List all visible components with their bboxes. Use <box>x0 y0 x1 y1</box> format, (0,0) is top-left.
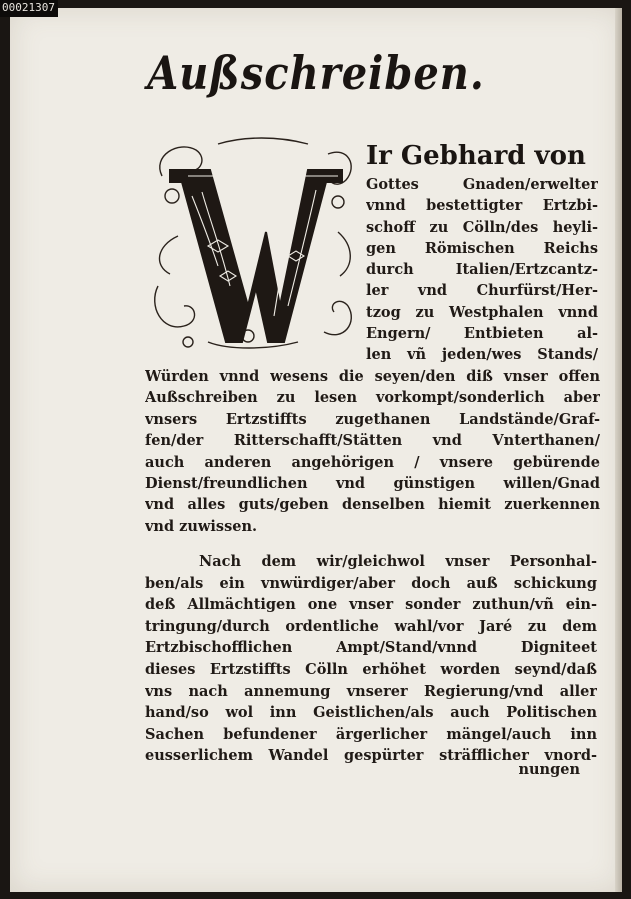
text-line: schoff zu Cölln/des heyli- <box>366 218 598 236</box>
scan-id-label: 00021307 <box>0 0 58 17</box>
document-page <box>10 8 622 892</box>
text-line: ler vnd Churfürst/Her- <box>366 282 598 300</box>
catchword: nungen <box>518 761 580 778</box>
paragraph-1-beside-initial <box>366 174 598 366</box>
opening-line: Ir Gebhard von <box>366 141 586 171</box>
text-line: hand/so wol inn Geistlichen/als auch Politischen <box>145 704 597 722</box>
paragraph-2 <box>145 551 597 767</box>
text-line: dieses Ertzstiffts Cölln erhöhet worden seynd/daß <box>145 660 597 678</box>
text-line: tzog zu Westphalen vnnd <box>366 303 598 321</box>
text-line: Außschreiben zu lesen vorkompt/sonderlich aber <box>145 389 600 407</box>
text-line: durch Italien/Ertzcantz- <box>366 261 598 279</box>
paragraph-1-full-width <box>145 366 600 537</box>
text-line: vnd zuwissen. <box>145 517 258 535</box>
text-line: Engern/ Entbieten al- <box>366 325 598 343</box>
text-line: vnsers Ertzstiffts zugethanen Landstände/Graf- <box>145 410 600 428</box>
text-line: ben/als ein vnwürdiger/aber doch auß schickung <box>145 574 597 592</box>
text-line: gen Römischen Reichs <box>366 239 598 257</box>
text-line: auch anderen angehörigen / vnsere gebürende <box>145 453 600 471</box>
text-line: Würden vnnd wesens die seyen/den diß vnser offen <box>145 368 600 385</box>
text-line: deß Allmächtigen one vnser sonder zuthun/vñ ein- <box>145 596 597 614</box>
page-edge <box>615 8 622 892</box>
page-title: Außschreiben. <box>147 46 485 101</box>
text-line: vnnd bestettigter Ertzbi- <box>366 197 598 215</box>
text-line: tringung/durch ordentliche wahl/vor Jaré zu dem <box>145 617 597 635</box>
text-line: Nach dem wir/gleichwol vnser Personhal- <box>199 553 597 570</box>
text-line: eusserlichem Wandel gespürter sträfflicher vnord- <box>145 747 597 765</box>
text-line: Ertzbischofflichen Ampt/Stand/vnnd Digniteet <box>145 639 597 657</box>
text-line: len vñ jeden/wes Stands/ <box>366 346 598 364</box>
decorated-initial-w <box>148 136 360 358</box>
text-line: Gottes Gnaden/erwelter <box>366 176 598 193</box>
text-line: vns nach annemung vnserer Regierung/vnd aller <box>145 682 597 700</box>
text-line: Dienst/freundlichen vnd günstigen willen/Gnad <box>145 475 600 493</box>
text-line: Sachen befundener ärgerlicher mängel/auch inn <box>145 725 597 743</box>
text-line: vnd alles guts/geben denselben hiemit zuerkennen <box>145 496 600 514</box>
text-line: fen/der Ritterschafft/Stätten vnd Vnterthanen/ <box>145 432 600 450</box>
